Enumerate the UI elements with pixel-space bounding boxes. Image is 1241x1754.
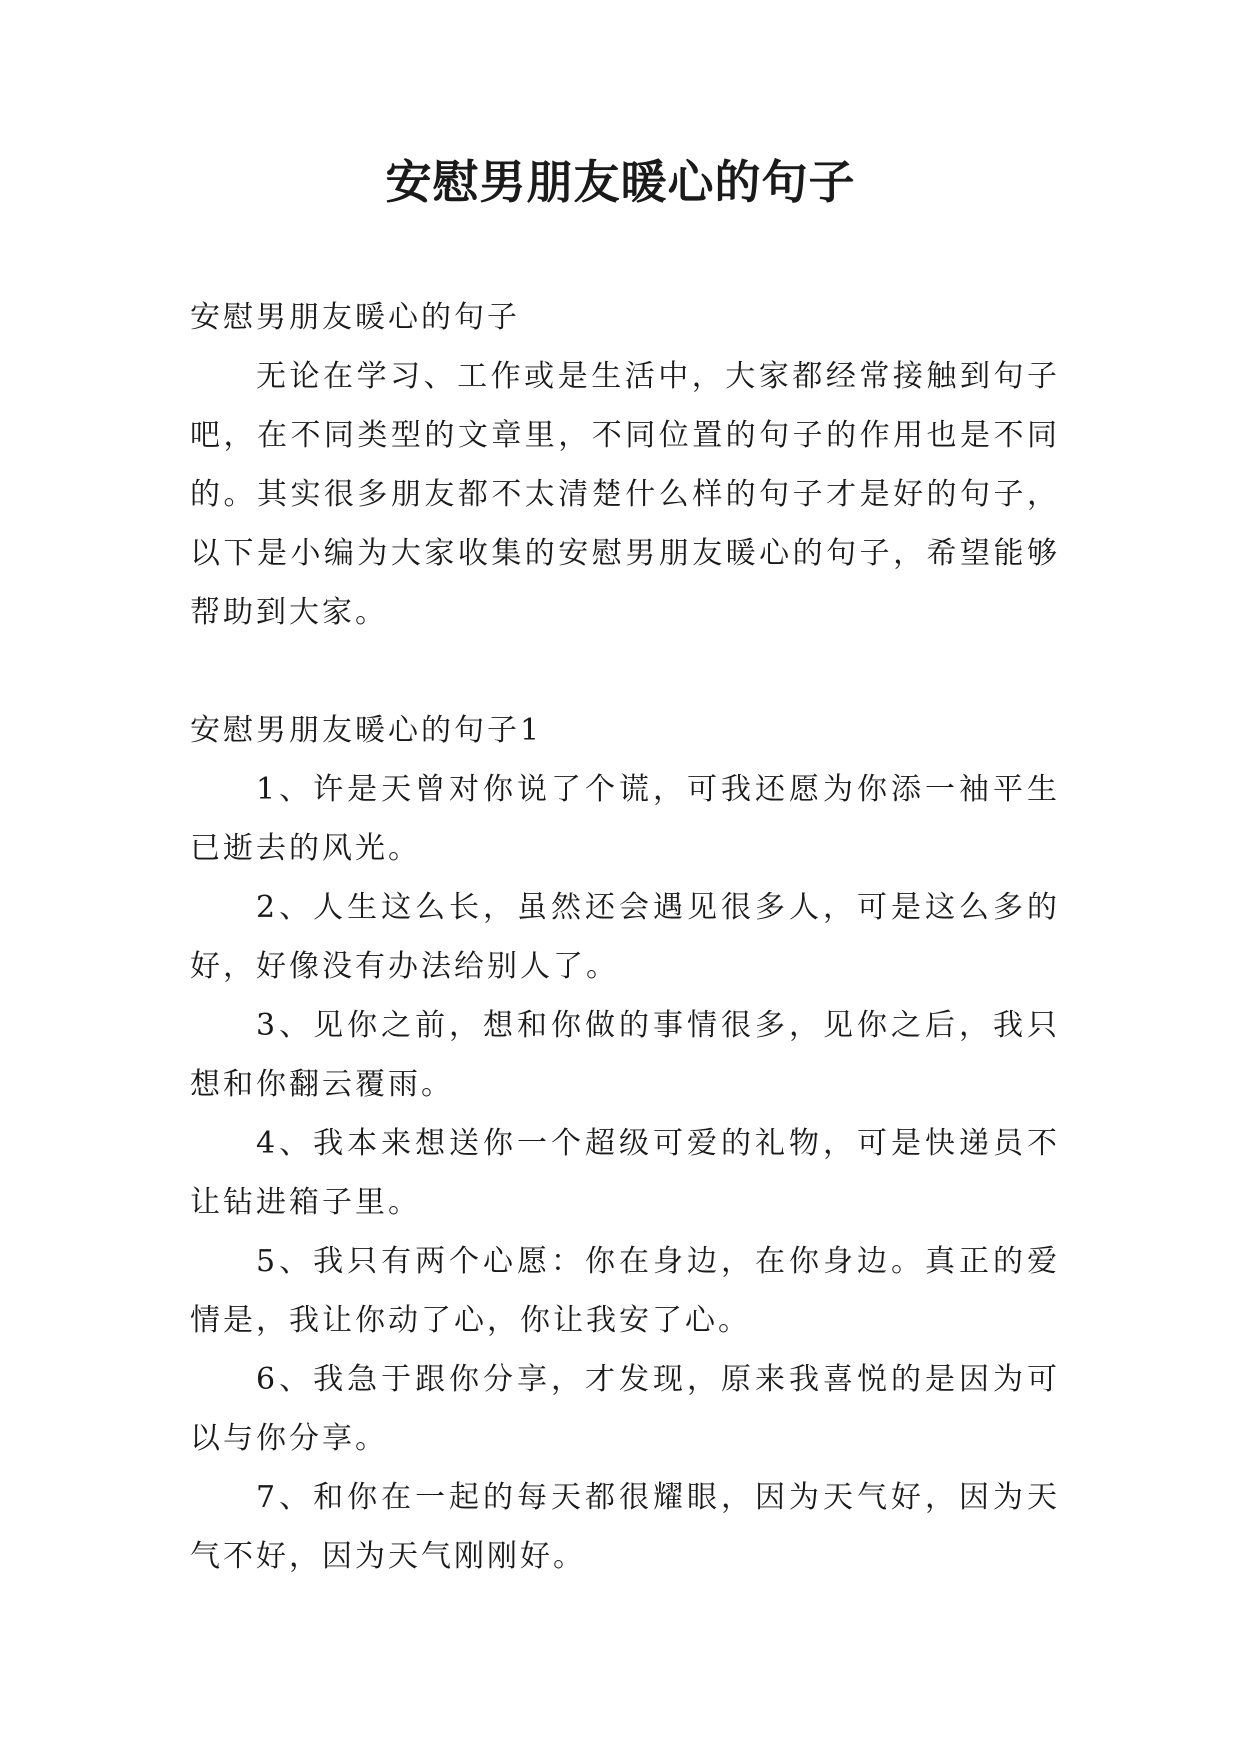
paragraph-spacer (190, 642, 1060, 701)
list-item: 6、我急于跟你分享，才发现，原来我喜悦的是因为可以与你分享。 (190, 1362, 1060, 1456)
intro-paragraph: 无论在学习、工作或是生活中，大家都经常接触到句子吧，在不同类型的文章里，不同位置的句子的作用也是不同的。其实很多朋友都不太清楚什么样的句子才是好的句子，以下是小编为大家收集的安慰男朋友暖心的句子，希望能够帮助到大家。 (190, 359, 1060, 630)
list-item: 7、和你在一起的每天都很耀眼，因为天气好，因为天气不好，因为天气刚刚好。 (190, 1480, 1060, 1574)
section-heading: 安慰男朋友暖心的句子 (190, 300, 520, 335)
list-item: 2、人生这么长，虽然还会遇见很多人，可是这么多的好，好像没有办法给别人了。 (190, 890, 1060, 984)
list-item: 4、我本来想送你一个超级可爱的礼物，可是快递员不让钻进箱子里。 (190, 1126, 1060, 1220)
list-item: 3、见你之前，想和你做的事情很多，见你之后，我只想和你翻云覆雨。 (190, 1008, 1060, 1102)
list-item: 1、许是天曾对你说了个谎，可我还愿为你添一袖平生已逝去的风光。 (190, 772, 1060, 866)
list-item: 5、我只有两个心愿：你在身边，在你身边。真正的爱情是，我让你动了心，你让我安了心。 (190, 1244, 1060, 1338)
document-body (190, 288, 1060, 1586)
document-title: 安慰男朋友暖心的句子 (385, 155, 856, 209)
subheading: 安慰男朋友暖心的句子1 (190, 713, 543, 748)
